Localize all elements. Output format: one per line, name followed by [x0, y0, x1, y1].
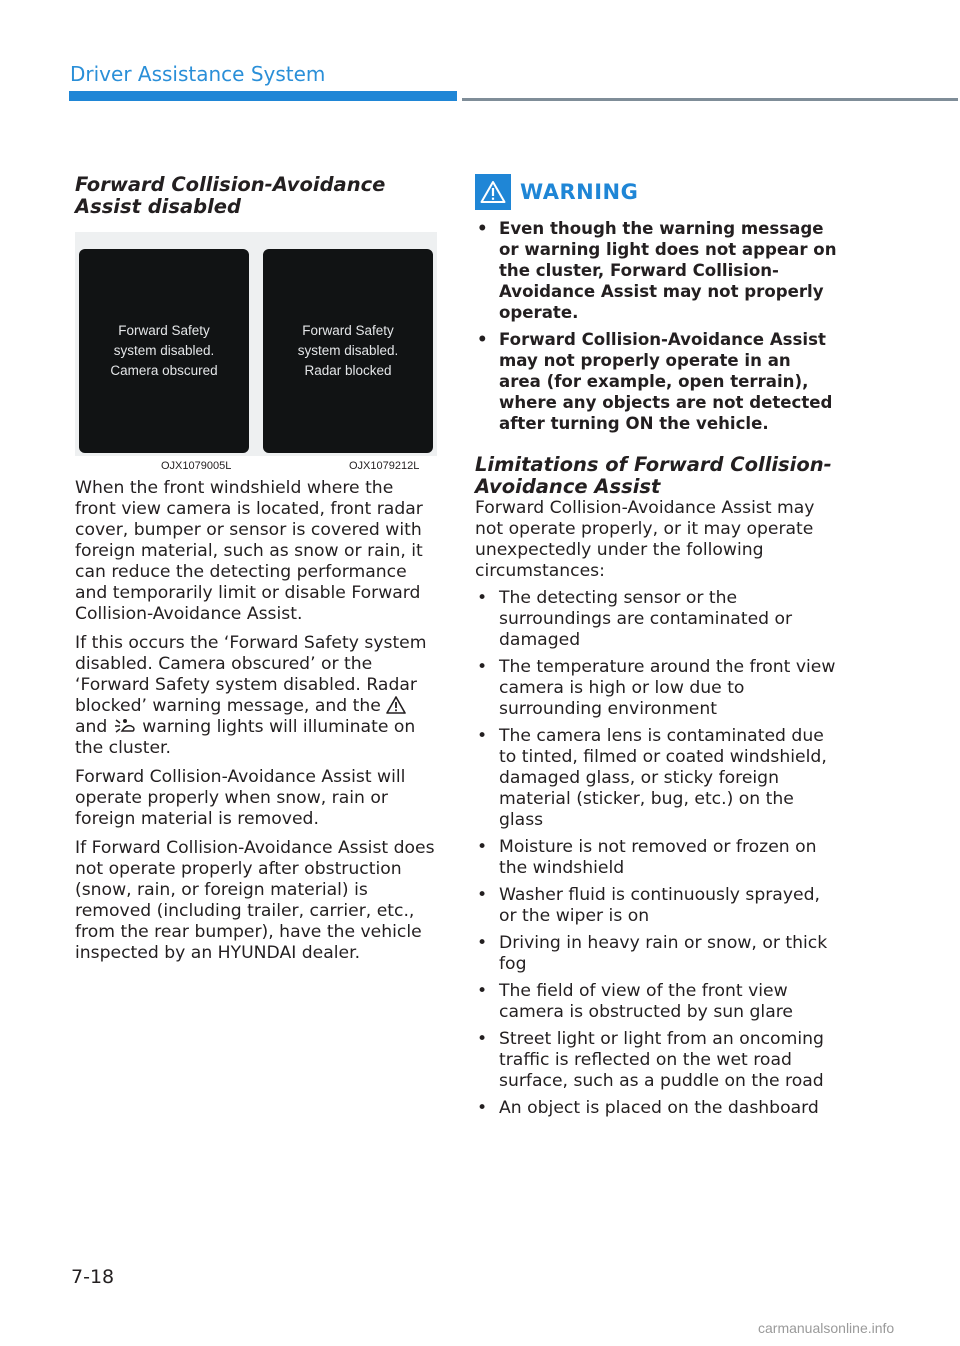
warning-item: • Even though the warning message or warning light does not appear on the cluster, Forward Collision-Avoidance Assist may not properly operate.: [475, 218, 837, 323]
list-item: • Street light or light from an oncoming traffic is reflected on the wet road surface, such as a puddle on the road: [475, 1029, 837, 1092]
page-number: 7-18: [71, 1266, 115, 1288]
list-item: • The field of view of the front view camera is obstructed by sun glare: [475, 981, 837, 1023]
paragraph-text: If this occurs the ‘Forward Safety system disabled. Camera obscured’ or the ‘Forward Safety system disabled. Radar blocked’ warning message, and the: [75, 633, 427, 716]
warning-title: WARNING: [520, 180, 639, 204]
left-column: [75, 174, 437, 964]
list-item: • The temperature around the front view camera is high or low due to surrounding environment: [475, 657, 837, 720]
header-rule-blue: [69, 91, 457, 101]
warning-triangle-icon: [386, 696, 406, 714]
screen-line: system disabled.: [297, 343, 399, 358]
list-item: • Moisture is not removed or frozen on the windshield: [475, 837, 837, 879]
screen-line: Forward Safety: [118, 323, 210, 338]
cluster-screen-camera-obscured: [79, 249, 249, 453]
figure-caption: OJX1079212L: [349, 460, 420, 472]
header-rule-gray: [462, 98, 958, 101]
list-item: • The detecting sensor or the surroundings are contaminated or damaged: [475, 588, 837, 651]
screen-line: Radar blocked: [304, 363, 392, 378]
paragraph-text: and: [75, 717, 108, 737]
list-item: • The camera lens is contaminated due to tinted, filmed or coated windshield, damaged glass, or sticky foreign material (sticker, bug, etc.) on the glass: [475, 726, 837, 831]
right-column: [475, 172, 837, 1119]
figure-captions: [75, 460, 437, 478]
figure-caption: OJX1079005L: [161, 460, 232, 472]
warning-list: [475, 218, 837, 434]
paragraph: When the front windshield where the front view camera is located, front radar cover, bumper or sensor is covered with foreign material, such as snow or rain, it can reduce the detecting performance and temporarily limit or disable Forward Collision-Avoidance Assist.: [75, 478, 423, 624]
list-item: • Washer fluid is continuously sprayed, or the wiper is on: [475, 885, 837, 927]
screen-line: Forward Safety: [302, 323, 394, 338]
paragraph-text: warning lights will illuminate on the cluster.: [75, 717, 416, 758]
warning-badge: [475, 174, 511, 210]
list-item: • Driving in heavy rain or snow, or thick fog: [475, 933, 837, 975]
paragraph: Forward Collision-Avoidance Assist will operate properly when snow, rain or foreign material is removed.: [75, 767, 406, 829]
cluster-screens-figure: [75, 232, 437, 456]
warning-header: [475, 172, 837, 212]
warning-triangle-icon: [480, 180, 506, 204]
forward-collision-warning-icon: [113, 717, 137, 735]
watermark: carmanualsonline.info: [758, 1320, 895, 1336]
paragraph: If Forward Collision-Avoidance Assist does not operate properly after obstruction (snow, rain, or foreign material) is removed (including trailer, carrier, etc., from the rear bumper), have the vehicle inspected by an HYUNDAI dealer.: [75, 838, 435, 963]
screen-line: system disabled.: [113, 343, 215, 358]
list-item: • An object is placed on the dashboard: [475, 1098, 837, 1119]
limitations-intro: Forward Collision-Avoidance Assist may not operate properly, or it may operate unexpectedly under the following circumstances:: [475, 498, 815, 581]
paragraph-warning-lights: [75, 633, 437, 759]
section-title: Driver Assistance System: [70, 62, 326, 86]
limitations-list: [475, 588, 837, 1119]
screen-line: Camera obscured: [110, 363, 218, 378]
warning-item: • Forward Collision-Avoidance Assist may not properly operate in an area (for example, open terrain), where any objects are not detected after turning ON the vehicle.: [475, 329, 837, 434]
cluster-screen-radar-blocked: [263, 249, 433, 453]
heading-limitations: Limitations of Forward Collision-Avoidance Assist: [475, 453, 832, 498]
heading-fca-disabled: Forward Collision-Avoidance Assist disabled: [75, 173, 386, 218]
